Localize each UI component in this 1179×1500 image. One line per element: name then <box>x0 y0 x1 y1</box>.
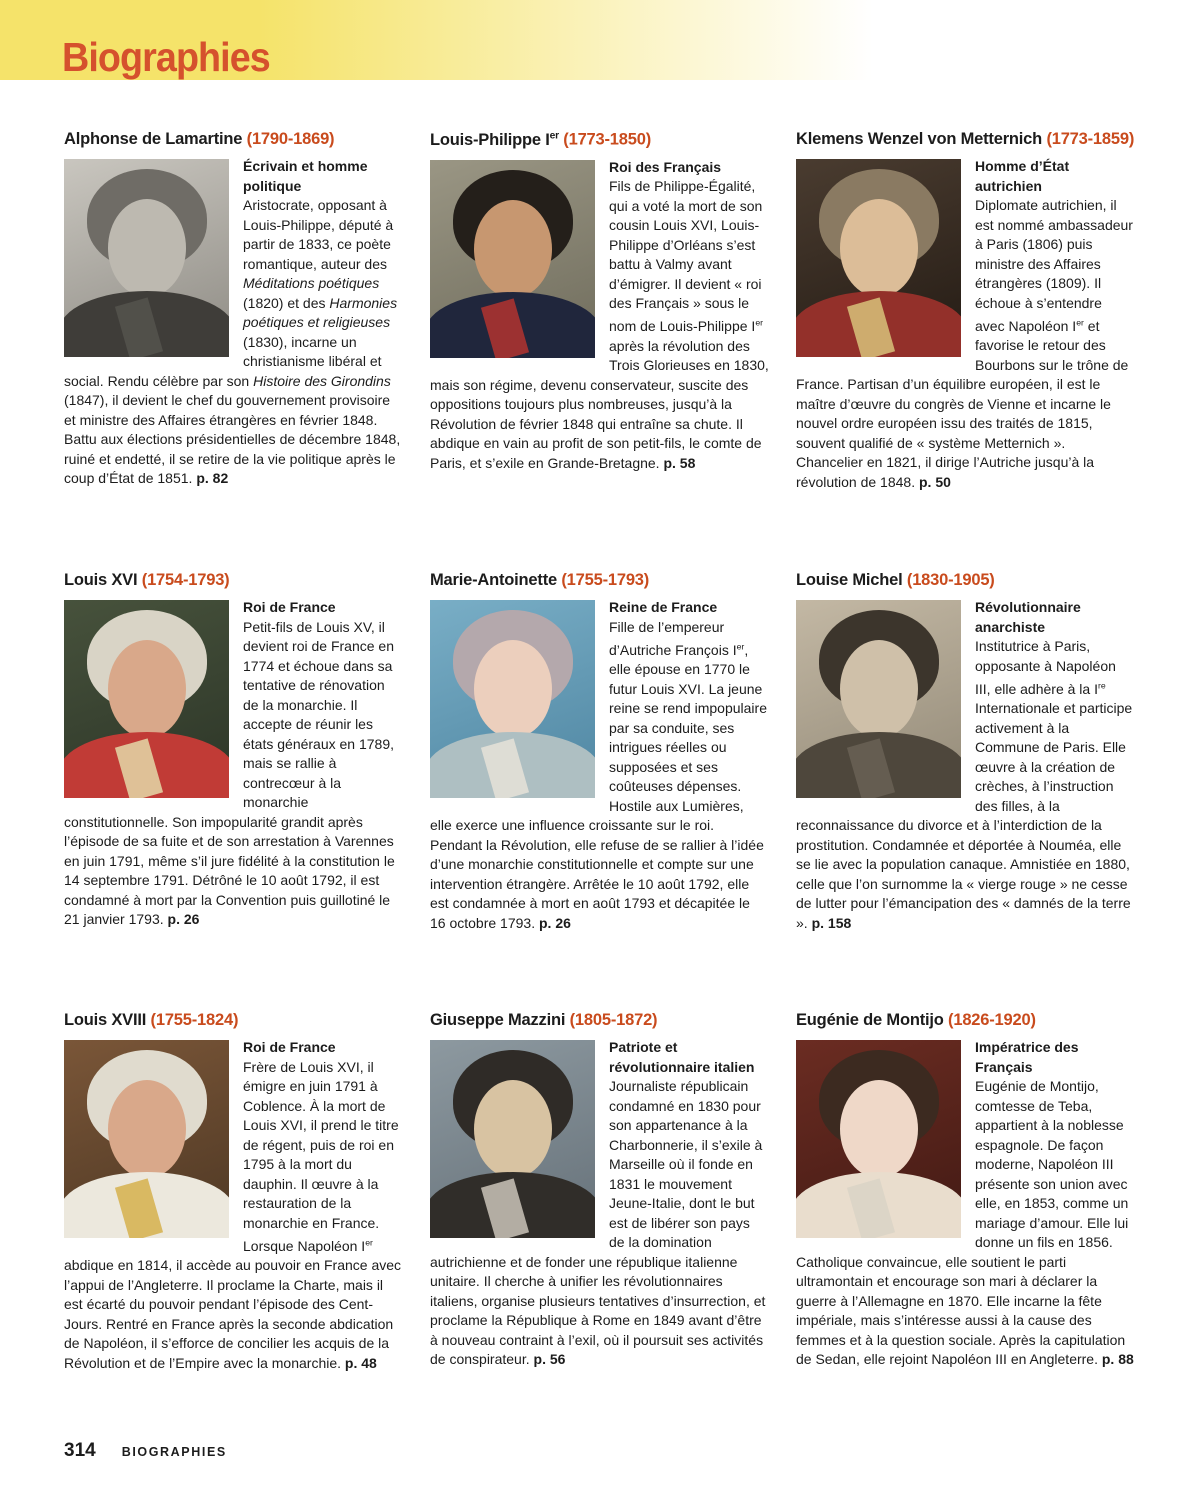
portrait-image <box>64 159 229 357</box>
bio-text-body: Fils de Philippe-Égalité, qui a voté la mort de son cousin Louis XVI, Louis-Philippe d’Orléans s’est battu à Valmy avant d’émigrer. Il devient « roi des Français » sous le nom de Louis-Philippe Ier après la révolution des Trois Glorieuses en 1830, mais son régime, devenu conservateur, suscite des oppositions toujours plus nombreuses, jusqu’à la Révolution de février 1848 qui entraîne sa chute. Il abdique en vain au profit de son petit-fils, le comte de Paris, et s’exile en Grande-Bretagne. <box>430 178 769 471</box>
bio-content <box>430 158 769 474</box>
portrait-image <box>796 159 961 357</box>
bio-heading <box>430 571 769 590</box>
portrait-face-shape <box>474 200 552 298</box>
page-reference: p. 82 <box>196 470 229 486</box>
bio-content <box>430 1038 769 1370</box>
bio-card <box>430 130 769 571</box>
bio-text-body: Aristocrate, opposant à Louis-Philippe, député à partir de 1833, ce poète romantique, auteur des Méditations poétiques (1820) et des Harmonies poétiques et religieuses (1830), incarne un christianisme libéral et social. Rendu célèbre par son Histoire des Girondins (1847), il devient le chef du gouvernement provisoire et ministre des Affaires étrangères en février 1848. Battu aux élections présidentielles de décembre 1848, ruiné et endetté, il se retire de la vie politique après le coup d’État de 1851. <box>64 197 401 486</box>
bio-name: Eugénie de Montijo <box>796 1011 944 1029</box>
page-reference: p. 88 <box>1101 1351 1134 1367</box>
portrait-image <box>430 1040 595 1238</box>
page-reference: p. 158 <box>811 914 852 931</box>
page-header-band <box>0 0 1179 80</box>
bio-content <box>796 157 1135 492</box>
bio-role: Écrivain et homme politique <box>243 158 368 194</box>
portrait-face-shape <box>840 199 918 297</box>
bio-role: Reine de France <box>609 599 718 615</box>
bio-dates: (1754-1793) <box>141 571 230 589</box>
bio-text-body: Journaliste républicain condamné en 1830 pour son appartenance à la Charbonnerie, il s’exile à Marseille où il fonde en 1831 le mouvement Jeune-Italie, dont le but est de libérer son pays de la domination autrichienne et de fonder une république italienne unitaire. Il cherche à unifier les révolutionnaires italiens, organise plusieurs tentatives d’insurrection, et proclame la République à Rome en 1849 avant d’être à nouveau contraint à l’exil, où il poursuit ses activités de conspirateur. <box>430 1078 766 1367</box>
bio-heading <box>796 130 1135 149</box>
bio-name: Giuseppe Mazzini <box>430 1011 566 1029</box>
bio-dates: (1755-1824) <box>150 1011 239 1029</box>
page-reference: p. 48 <box>344 1354 377 1371</box>
bio-card <box>430 571 769 1011</box>
page-number: 314 <box>64 1440 96 1461</box>
page-reference: p. 26 <box>538 914 571 931</box>
bio-card <box>64 571 403 1011</box>
bio-card <box>430 1011 769 1373</box>
bio-content <box>796 1038 1135 1370</box>
page-reference: p. 58 <box>663 454 696 471</box>
portrait-face-shape <box>840 1080 918 1178</box>
portrait-image <box>64 1040 229 1238</box>
bio-role: Roi de France <box>243 599 336 615</box>
page-footer <box>64 1440 227 1462</box>
bio-name: Louis XVIII <box>64 1011 147 1029</box>
portrait-face-shape <box>108 640 186 738</box>
bio-dates: (1790-1869) <box>246 130 335 148</box>
page-reference: p. 26 <box>167 911 200 927</box>
bio-name: Louis-Philippe Ier <box>430 130 559 149</box>
bio-heading <box>64 571 403 590</box>
bio-name: Louise Michel <box>796 571 903 589</box>
bio-heading <box>430 1011 769 1030</box>
portrait-image <box>430 160 595 358</box>
bio-dates: (1830-1905) <box>906 571 995 589</box>
portrait-face-shape <box>840 640 918 738</box>
bio-role: Patriote et révolutionnaire italien <box>609 1039 755 1075</box>
bio-text-body: Institutrice à Paris, opposante à Napoléon III, elle adhère à la Ire Internationale et participe activement à la Commune de Paris. Elle œuvre à la création de crèches, à l’instruction des filles, à la reconnaissance du divorce et à l’interdiction de la prostitution. Condamnée et déportée à Nouméa, elle se lie avec la population canaque. Amnistiée en 1880, celle que l’on surnomme la « vierge rouge » ne cesse de lutter pour l’émancipation des « damnés de la terre ». <box>796 638 1133 931</box>
bio-text-body: Petit-fils de Louis XV, il devient roi de France en 1774 et échoue dans sa tentative de rénovation de la monarchie. Il accepte de réunir les états généraux en 1789, mais se rallie à contrecœur à la monarchie constitutionnelle. Son impopularité grandit après l’épisode de sa fuite et de son arrestation à Varennes en juin 1791, même s’il jure fidélité à la constitution le 14 septembre 1791. Détrôné le 10 août 1792, il est condamné à mort par la Convention puis guillotiné le 21 janvier 1793. <box>64 618 395 927</box>
portrait-image <box>64 600 229 798</box>
bio-role: Roi des Français <box>609 158 722 175</box>
page-reference: p. 50 <box>918 473 951 490</box>
bio-name: Klemens Wenzel von Metternich <box>796 130 1043 148</box>
bio-role: Révolutionnaire anarchiste <box>975 599 1081 635</box>
bio-text-body: Diplomate autrichien, il est nommé ambassadeur à Paris (1806) puis ministre des Affaires étrangères (1809). Il échoue à s’entendre avec Napoléon Ier et favorise le retour des Bourbons sur le trône de France. Partisan d’un équilibre européen, il est le maître d’œuvre du congrès de Vienne et incarne le nouvel ordre européen issu des traités de 1815, souvent qualifié de « système Metternich ». Chancelier en 1821, il dirige l’Autriche jusqu’à la révolution de 1848. <box>796 197 1133 490</box>
bio-content <box>64 1038 403 1373</box>
portrait-image <box>796 1040 961 1238</box>
bio-dates: (1805-1872) <box>569 1011 658 1029</box>
bio-heading <box>430 130 769 150</box>
portrait-image <box>796 600 961 798</box>
bio-role: Roi de France <box>243 1039 336 1055</box>
portrait-face-shape <box>108 199 186 297</box>
bio-text-body: Eugénie de Montijo, comtesse de Teba, appartient à la noblesse espagnole. De façon moderne, Napoléon III présente son union avec elle, en 1853, comme un mariage d’amour. Elle lui donne un fils en 1856. Catholique convaincue, elle soutient le parti ultramontain et encourage son mari à déclarer la guerre à l’Allemagne en 1870. Elle incarne la fête impériale, mais s’intéresse aussi à la cause des femmes et à la question sociale. Après la capitulation de Sedan, elle rejoint Napoléon III en Angleterre. <box>796 1078 1129 1367</box>
portrait-face-shape <box>474 640 552 738</box>
bio-card <box>796 571 1135 1011</box>
bio-card <box>64 1011 403 1373</box>
bio-content <box>64 157 403 489</box>
bio-name: Louis XVI <box>64 571 138 589</box>
bio-grid <box>0 130 1179 1373</box>
bio-heading <box>796 571 1135 590</box>
section-label: BIOGRAPHIES <box>121 1445 227 1459</box>
bio-dates: (1773-1859) <box>1046 130 1135 148</box>
bio-name: Marie-Antoinette <box>430 571 557 589</box>
bio-heading <box>64 1011 403 1030</box>
bio-card <box>64 130 403 571</box>
portrait-image <box>430 600 595 798</box>
portrait-face-shape <box>108 1080 186 1178</box>
bio-role: Impératrice des Français <box>975 1039 1079 1075</box>
page-title: Biographies <box>62 34 270 80</box>
bio-content <box>430 598 769 933</box>
bio-content <box>796 598 1135 933</box>
bio-role: Homme d’État autrichien <box>975 158 1070 194</box>
bio-dates: (1773-1850) <box>563 130 651 149</box>
page-reference: p. 56 <box>533 1351 566 1367</box>
bio-dates: (1755-1793) <box>561 571 650 589</box>
bio-heading <box>64 130 403 149</box>
bio-name: Alphonse de Lamartine <box>64 130 243 148</box>
bio-content <box>64 598 403 930</box>
bio-card <box>796 1011 1135 1373</box>
bio-dates: (1826-1920) <box>948 1011 1036 1029</box>
bio-text-body: Frère de Louis XVI, il émigre en juin 1791 à Coblence. À la mort de Louis XVI, il prend le titre de régent, puis de roi en 1795 à la mort du dauphin. Il œuvre à la restauration de la monarchie en France. Lorsque Napoléon Ier abdique en 1814, il accède au pouvoir en France avec l’appui de l’Angleterre. Il proclame la Charte, mais il est écarté du pouvoir pendant l’épisode des Cent-Jours. Rentré en France après la seconde abdication de Napoléon, il s’efforce de concilier les acquis de la Révolution et de l’Empire avec la monarchie. <box>64 1058 402 1371</box>
bio-text-body: Fille de l’empereur d’Autriche François Ier, elle épouse en 1770 le futur Louis XVI. La jeune reine se rend impopulaire par sa conduite, ses intrigues réelles ou supposées et ses coûteuses dépenses. Hostile aux Lumières, elle exerce une influence croissante sur le roi. Pendant la Révolution, elle refuse de se rallier à l’idée d’une monarchie constitutionnelle et compte sur une intervention étrangère. Arrêtée le 10 août 1792, elle est condamnée à mort en août 1793 et décapitée le 16 octobre 1793. <box>430 618 767 931</box>
bio-heading <box>796 1011 1135 1030</box>
portrait-face-shape <box>474 1080 552 1178</box>
bio-card <box>796 130 1135 571</box>
